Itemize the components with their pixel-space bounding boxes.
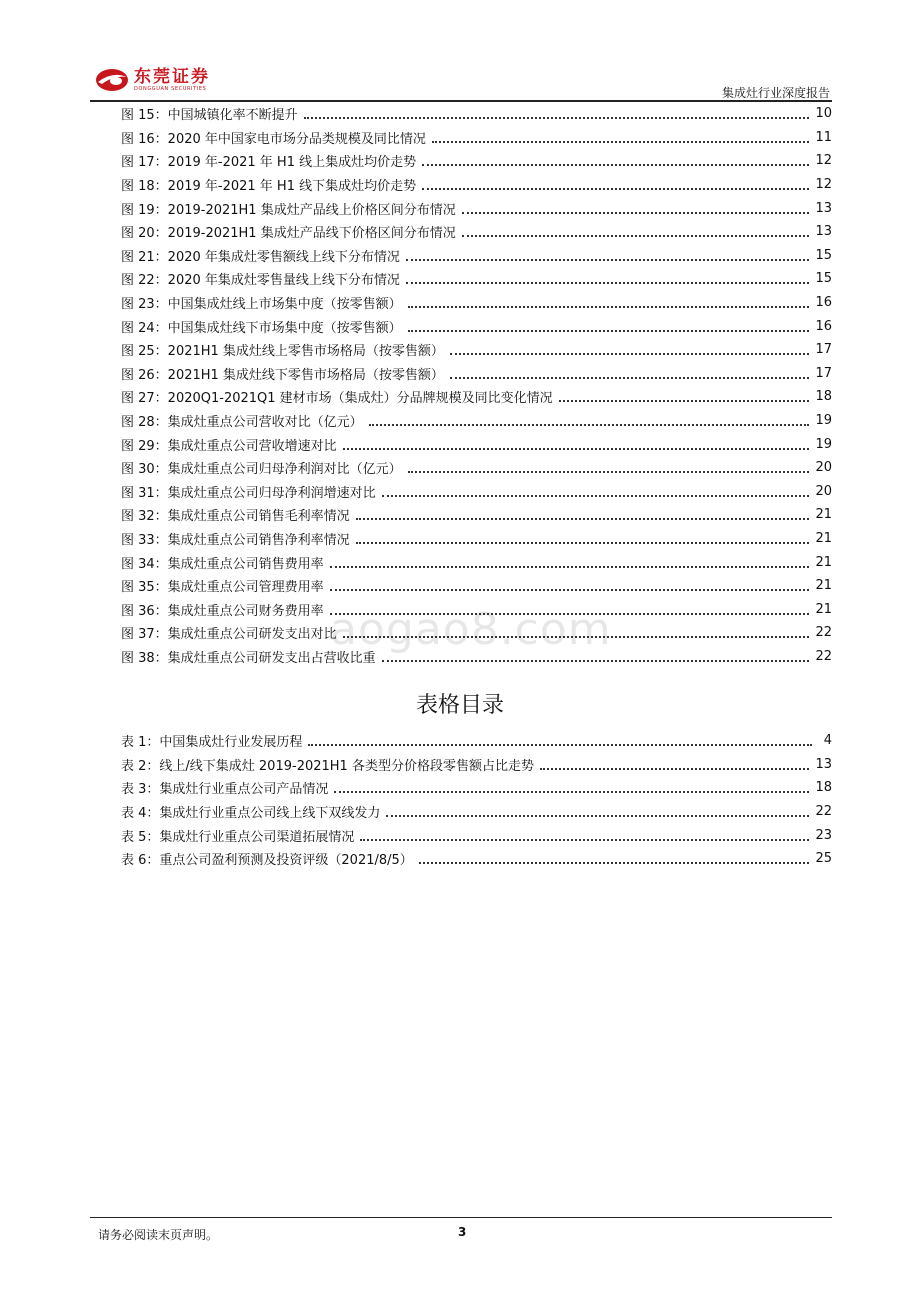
table-entry-label: 表 2：线上/线下集成灶 2019-2021H1 各类型分价格段零售额占比走势 xyxy=(121,758,534,774)
figure-entry[interactable] xyxy=(121,291,832,315)
table-entry-label: 表 1：中国集成灶行业发展历程 xyxy=(121,735,303,751)
figure-entry-label: 图 24：中国集成灶线下市场集中度（按零售额） xyxy=(121,320,402,336)
figure-entry-label: 图 27：2020Q1-2021Q1 建材市场（集成灶）分品牌规模及同比变化情况 xyxy=(121,391,553,407)
dot-leader xyxy=(343,447,810,450)
dot-leader xyxy=(408,305,810,308)
brand-name-cn: 东莞证券 xyxy=(134,66,210,87)
figure-entry-page: 21 xyxy=(815,578,832,594)
figure-entry[interactable] xyxy=(121,196,832,220)
figure-entry[interactable] xyxy=(121,173,832,197)
figure-entry-label: 图 32：集成灶重点公司销售毛利率情况 xyxy=(121,509,350,525)
dot-leader xyxy=(330,612,810,615)
table-entry[interactable] xyxy=(121,753,832,777)
figure-entry[interactable] xyxy=(121,597,832,621)
dot-leader xyxy=(406,281,810,284)
table-entry[interactable] xyxy=(121,800,832,824)
figure-entry[interactable] xyxy=(121,267,832,291)
figure-entry-label: 图 16：2020 年中国家电市场分品类规模及同比情况 xyxy=(121,131,426,147)
table-entry-page: 13 xyxy=(815,756,832,772)
dot-leader xyxy=(462,234,810,237)
table-list xyxy=(121,729,832,871)
dot-leader xyxy=(540,767,809,770)
table-entry[interactable] xyxy=(121,823,832,847)
dot-leader xyxy=(334,790,809,793)
figure-entry[interactable] xyxy=(121,362,832,386)
figure-entry[interactable] xyxy=(121,385,832,409)
figure-entry-label: 图 20：2019-2021H1 集成灶产品线下价格区间分布情况 xyxy=(121,226,456,242)
figure-entry-page: 13 xyxy=(815,200,832,216)
watermark: aogao8.com xyxy=(330,604,612,655)
figure-entry[interactable] xyxy=(121,645,832,669)
figure-entry-page: 19 xyxy=(815,436,832,452)
dot-leader xyxy=(382,494,810,497)
figure-entry-label: 图 38：集成灶重点公司研发支出占营收比重 xyxy=(121,650,376,666)
brand-name-en: DONGGUAN SECURITIES xyxy=(134,85,207,92)
figure-entry-label: 图 34：集成灶重点公司销售费用率 xyxy=(121,556,324,572)
disclaimer-note: 请务必阅读末页声明。 xyxy=(98,1228,219,1242)
figure-entry[interactable] xyxy=(121,338,832,362)
dot-leader xyxy=(450,352,810,355)
table-entry-page: 22 xyxy=(815,804,832,820)
figure-entry[interactable] xyxy=(121,527,832,551)
figure-entry-label: 图 15：中国城镇化率不断提升 xyxy=(121,108,298,124)
figure-entry-label: 图 29：集成灶重点公司营收增速对比 xyxy=(121,438,337,454)
figure-entry-page: 15 xyxy=(815,271,832,287)
table-entry-page: 25 xyxy=(815,851,832,867)
figure-entry-page: 21 xyxy=(815,507,832,523)
table-entry-label: 表 3：集成灶行业重点公司产品情况 xyxy=(121,782,329,798)
page-number: 3 xyxy=(458,1225,467,1239)
figure-entry[interactable] xyxy=(121,480,832,504)
figure-entry-page: 19 xyxy=(815,413,832,429)
figure-entry-label: 图 31：集成灶重点公司归母净利润增速对比 xyxy=(121,485,376,501)
figure-entry-label: 图 18：2019 年-2021 年 H1 线下集成灶均价走势 xyxy=(121,179,417,195)
figure-entry-label: 图 37：集成灶重点公司研发支出对比 xyxy=(121,627,337,643)
figure-entry-page: 11 xyxy=(815,129,832,145)
dot-leader xyxy=(408,470,810,473)
dot-leader xyxy=(406,258,810,261)
figure-entry-page: 17 xyxy=(815,365,832,381)
table-list-title: 表格目录 xyxy=(415,693,504,718)
figure-entry[interactable] xyxy=(121,432,832,456)
figure-entry-page: 20 xyxy=(815,460,832,476)
figure-entry-page: 10 xyxy=(815,106,832,122)
figure-entry-label: 图 30：集成灶重点公司归母净利润对比（亿元） xyxy=(121,462,402,478)
figure-entry-page: 17 xyxy=(815,342,832,358)
figure-entry-page: 16 xyxy=(815,295,832,311)
dot-leader xyxy=(462,211,810,214)
figure-entry-label: 图 28：集成灶重点公司营收对比（亿元） xyxy=(121,415,363,431)
figure-entry-label: 图 33：集成灶重点公司销售净利率情况 xyxy=(121,532,350,548)
figure-entry[interactable] xyxy=(121,314,832,338)
dot-leader xyxy=(356,541,810,544)
dot-leader xyxy=(343,635,810,638)
table-entry[interactable] xyxy=(121,729,832,753)
figure-entry[interactable] xyxy=(121,550,832,574)
table-entry-page: 4 xyxy=(823,733,832,749)
figure-entry-page: 22 xyxy=(815,648,832,664)
dot-leader xyxy=(304,116,810,119)
footer-divider xyxy=(90,1217,832,1218)
figure-entry-page: 21 xyxy=(815,554,832,570)
figure-entry-label: 图 25：2021H1 集成灶线上零售市场格局（按零售额） xyxy=(121,344,444,360)
dot-leader xyxy=(419,861,810,864)
table-entry-page: 23 xyxy=(815,827,832,843)
figure-entry-page: 18 xyxy=(815,389,832,405)
figure-entry-label: 图 23：中国集成灶线上市场集中度（按零售额） xyxy=(121,297,402,313)
table-entry-label: 表 4：集成灶行业重点公司线上线下双线发力 xyxy=(121,806,381,822)
logo-text xyxy=(134,68,210,93)
figure-entry-label: 图 35：集成灶重点公司管理费用率 xyxy=(121,580,324,596)
dot-leader xyxy=(382,659,810,662)
dot-leader xyxy=(450,376,810,379)
figure-entry-label: 图 21：2020 年集成灶零售额线上线下分布情况 xyxy=(121,249,400,265)
dot-leader xyxy=(422,187,809,190)
figure-entry-label: 图 17：2019 年-2021 年 H1 线上集成灶均价走势 xyxy=(121,155,417,171)
dot-leader xyxy=(559,399,810,402)
figure-entry-page: 22 xyxy=(815,625,832,641)
figure-entry-page: 15 xyxy=(815,247,832,263)
figure-entry-label: 图 26：2021H1 集成灶线下零售市场格局（按零售额） xyxy=(121,367,444,383)
dot-leader xyxy=(432,140,810,143)
figure-entry[interactable] xyxy=(121,126,832,150)
figure-entry[interactable] xyxy=(121,220,832,244)
dot-leader xyxy=(356,517,810,520)
figure-entry[interactable] xyxy=(121,149,832,173)
table-entry-label: 表 5：集成灶行业重点公司渠道拓展情况 xyxy=(121,829,355,845)
figure-entry[interactable] xyxy=(121,503,832,527)
company-logo xyxy=(94,62,210,98)
dot-leader xyxy=(422,163,809,166)
table-entry-page: 18 xyxy=(815,780,832,796)
figure-entry-label: 图 19：2019-2021H1 集成灶产品线上价格区间分布情况 xyxy=(121,202,456,218)
figure-entry-label: 图 36：集成灶重点公司财务费用率 xyxy=(121,603,324,619)
figure-entry-page: 12 xyxy=(815,177,832,193)
figure-entry[interactable] xyxy=(121,574,832,598)
figure-entry-label: 图 22：2020 年集成灶零售量线上线下分布情况 xyxy=(121,273,400,289)
dot-leader xyxy=(360,838,809,841)
dot-leader xyxy=(386,814,809,817)
dongguan-securities-logo-icon xyxy=(94,65,130,95)
dot-leader xyxy=(408,329,810,332)
table-entry-label: 表 6：重点公司盈利预测及投资评级（2021/8/5） xyxy=(121,853,413,869)
dot-leader xyxy=(330,588,810,591)
figure-entry-page: 21 xyxy=(815,530,832,546)
dot-leader xyxy=(308,743,812,746)
figure-entry[interactable] xyxy=(121,244,832,268)
figure-entry[interactable] xyxy=(121,409,832,433)
page-header xyxy=(90,62,832,102)
figure-entry-page: 13 xyxy=(815,224,832,240)
figure-entry-page: 20 xyxy=(815,483,832,499)
figure-entry-page: 16 xyxy=(815,318,832,334)
figure-entry[interactable] xyxy=(121,456,832,480)
dot-leader xyxy=(330,565,810,568)
figure-entry-page: 21 xyxy=(815,601,832,617)
figure-entry[interactable] xyxy=(121,102,832,126)
figure-list xyxy=(121,102,832,668)
report-title: 集成灶行业深度报告 xyxy=(721,86,830,100)
dot-leader xyxy=(369,423,810,426)
table-entry[interactable] xyxy=(121,776,832,800)
figure-entry[interactable] xyxy=(121,621,832,645)
figure-entry-page: 12 xyxy=(815,153,832,169)
table-entry[interactable] xyxy=(121,847,832,871)
